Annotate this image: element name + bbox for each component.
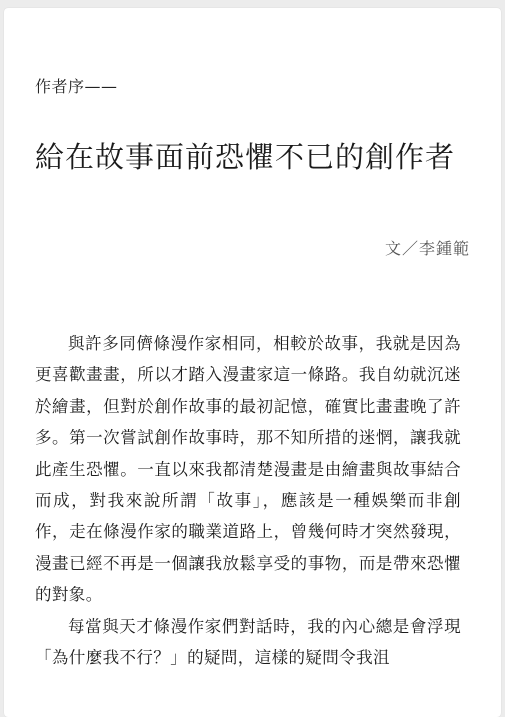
body-text <box>35 328 461 673</box>
chapter-title: 給在故事面前恐懼不已的創作者 <box>35 140 456 174</box>
paragraph-1: 與許多同儕條漫作家相同，相較於故事，我就是因為更喜歡畫畫，所以才踏入漫畫家這一條路。我自幼就沉迷於繪畫，但對於創作故事的最初記憶，確實比畫畫晚了許多。第一次嘗試創作故事時，那不知所措的迷惘，讓我就此產生恐懼。一直以來我都清楚漫畫是由繪畫與故事結合而成，對我來說所謂「故事」，應該是一種娛樂而非創作，走在條漫作家的職業道路上，曾幾何時才突然發現，漫畫已經不再是一個讓我放鬆享受的事物，而是帶來恐懼的對象。 <box>35 334 461 605</box>
paragraph-2: 每當與天才條漫作家們對話時，我的內心總是會浮現「為什麼我不行？」的疑問，這樣的疑問令我沮 <box>35 616 461 668</box>
book-page <box>4 8 501 717</box>
author-credit: 文／李鍾範 <box>384 239 470 258</box>
preface-label: 作者序—— <box>35 77 118 96</box>
